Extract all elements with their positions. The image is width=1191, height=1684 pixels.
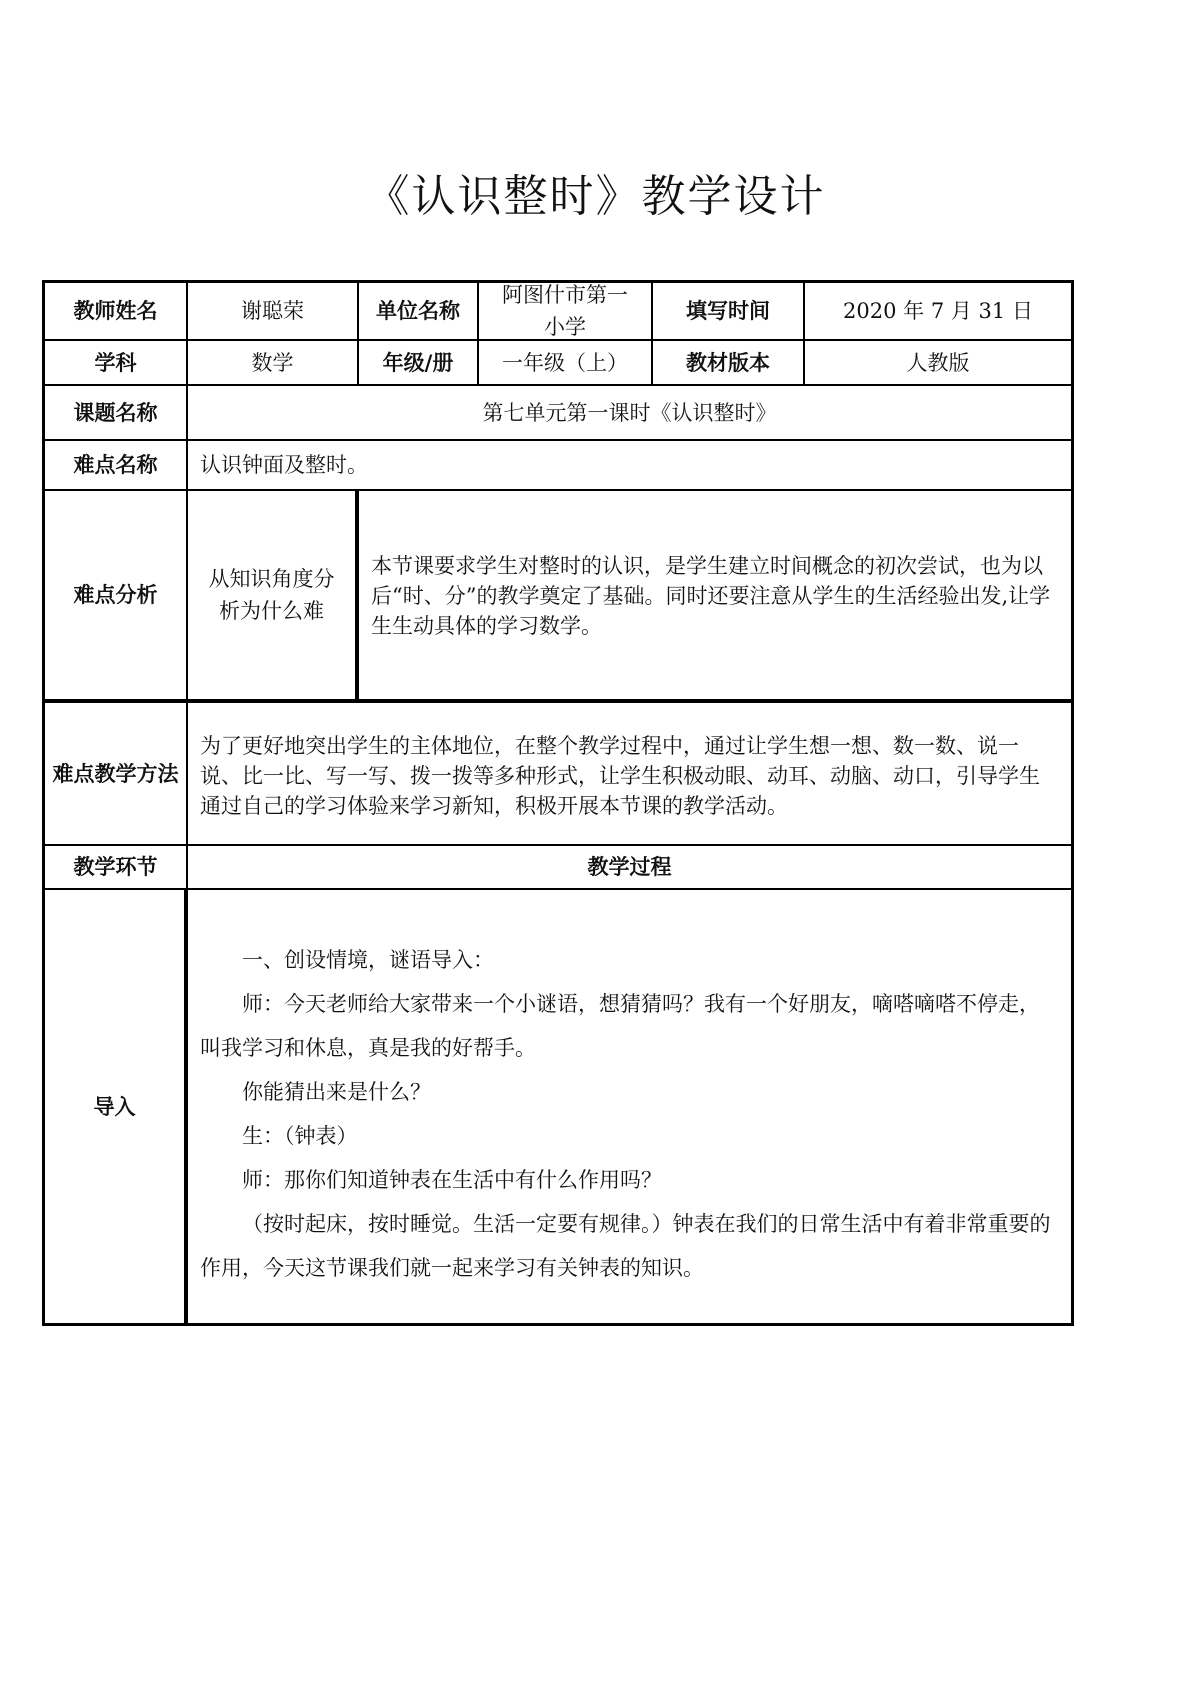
topic-label: 课题名称 xyxy=(42,385,187,440)
intro-line: （按时起床，按时睡觉。生活一定要有规律。）钟表在我们的日常生活中有着非常重要的作用，今天这节课我们就一起来学习有关钟表的知识。 xyxy=(200,1212,1051,1280)
stage-header: 教学环节 xyxy=(42,845,187,889)
unit-name-label: 单位名称 xyxy=(358,280,478,340)
intro-line: 你能猜出来是什么？ xyxy=(242,1080,431,1104)
method-text: 为了更好地突出学生的主体地位，在整个教学过程中，通过让学生想一想、数一数、说一说、比一比、写一写、拨一拨等多种形式，让学生积极动眼、动耳、动脑、动口，引导学生通过自己的学习体验来学习新知，积极开展本节课的教学活动。 xyxy=(187,700,1074,845)
edition-value: 人教版 xyxy=(804,340,1074,385)
fill-date-value: 2020 年 7 月 31 日 xyxy=(804,280,1074,340)
intro-line: 一、创设情境，谜语导入： xyxy=(242,948,494,972)
edition-label: 教材版本 xyxy=(652,340,804,385)
analysis-sub-label: 从知识角度分析为什么难 xyxy=(187,490,358,700)
intro-line: 师：那你们知道钟表在生活中有什么作用吗？ xyxy=(242,1168,662,1192)
teacher-name-label: 教师姓名 xyxy=(42,280,187,340)
teacher-name-value: 谢聪荣 xyxy=(187,280,358,340)
unit-name-value: 阿图什市第一小学 xyxy=(478,280,652,340)
fill-date-label: 填写时间 xyxy=(652,280,804,340)
subject-value: 数学 xyxy=(187,340,358,385)
lesson-plan-table xyxy=(42,280,1154,1406)
grade-label: 年级/册 xyxy=(358,340,478,385)
analysis-text: 本节课要求学生对整时的认识，是学生建立时间概念的初次尝试，也为以后“时、分”的教学奠定了基础。同时还要注意从学生的生活经验出发,让学生生动具体的学习数学。 xyxy=(358,490,1074,700)
document-title: 《认识整时》教学设计 xyxy=(365,171,826,222)
subject-label: 学科 xyxy=(42,340,187,385)
method-label: 难点教学方法 xyxy=(42,700,187,845)
grade-value: 一年级（上） xyxy=(478,340,652,385)
difficulty-value: 认识钟面及整时。 xyxy=(187,440,1074,490)
intro-content xyxy=(187,889,1074,1326)
process-header: 教学过程 xyxy=(187,845,1074,889)
intro-line: 师：今天老师给大家带来一个小谜语，想猜猜吗？我有一个好朋友，嘀嗒嘀嗒不停走，叫我学习和休息，真是我的好帮手。 xyxy=(200,992,1040,1060)
difficulty-label: 难点名称 xyxy=(42,440,187,490)
analysis-label: 难点分析 xyxy=(42,490,187,700)
intro-line: 生：（钟表） xyxy=(242,1124,358,1148)
intro-stage-label: 导入 xyxy=(42,889,187,1326)
topic-value: 第七单元第一课时《认识整时》 xyxy=(187,385,1074,440)
